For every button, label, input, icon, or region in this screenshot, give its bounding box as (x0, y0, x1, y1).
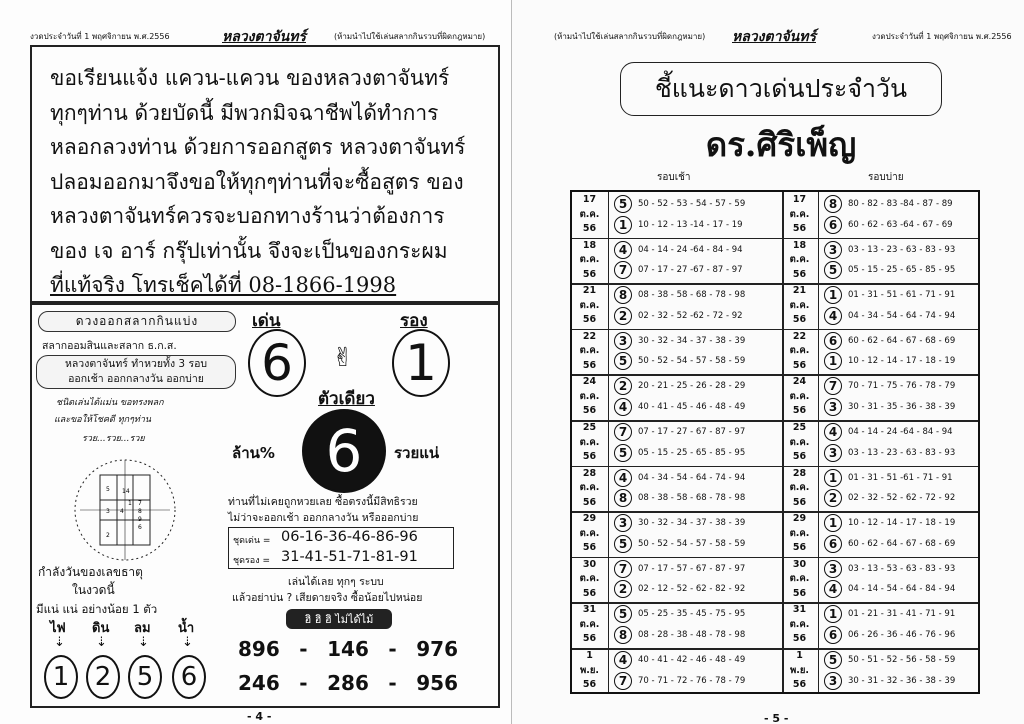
number-set: 08 - 28 - 38 - 48 - 78 - 98 (638, 629, 746, 640)
number-set: 20 - 21 - 25 - 26 - 28 - 29 (638, 381, 746, 392)
lead-digit-circle: 7 (614, 423, 632, 441)
date-year: 56 (582, 587, 597, 599)
number-set: 05 - 25 - 35 - 45 - 75 - 95 (638, 609, 746, 620)
lead-digit-circle: 5 (824, 261, 842, 279)
play-line-1: เล่นได้เลย ทุกๆ ระบบ (288, 576, 384, 588)
element-digit-circle (172, 655, 206, 699)
three-digit-row-2: 246 - 286 - 956 (238, 671, 458, 695)
info-line-1: ท่านที่ไม่เคยถูกหวยเลย ซื้อตรงนี้มีสิทธิรวย (228, 496, 418, 508)
row-divider (572, 557, 978, 559)
issue-date-header: งวดประจำวันที่ 1 พฤศจิกายน พ.ศ.2556 (872, 32, 1012, 41)
date-year: 56 (582, 451, 597, 462)
promo-rounds-pill (36, 355, 236, 389)
single-digit-label: ตัวเดียว (318, 389, 375, 409)
date-day: 24 (792, 376, 807, 388)
lead-digit-circle: 4 (614, 651, 632, 669)
second-digit: 1 (405, 334, 437, 392)
date-year: 56 (582, 223, 597, 234)
date-month: ต.ค. (579, 436, 600, 448)
date-day: 28 (582, 467, 597, 479)
notice-line: ทุกๆท่าน ด้วยบัดนี้ มีพวกมิจฉาชีพได้ทำการ (50, 100, 439, 125)
wheel-number: 3 (106, 508, 110, 515)
lead-digit-circle: 2 (824, 489, 842, 507)
date-month: ต.ค. (579, 345, 600, 357)
down-arrow-icon: ⇣ (138, 635, 149, 650)
row-divider (572, 511, 978, 513)
number-set: 03 - 13 - 23 - 63 - 83 - 93 (848, 447, 956, 458)
number-set: 30 - 32 - 34 - 37 - 38 - 39 (638, 335, 746, 346)
rounds-line-2: ออกเช้า ออกกลางวัน ออกบ่าย (68, 373, 204, 385)
element-digit: 5 (136, 662, 154, 692)
lead-digit-circle: 3 (824, 560, 842, 578)
warning-notice-box (30, 45, 500, 303)
single-digit-circle (302, 409, 386, 493)
down-arrow-icon: ⇣ (96, 635, 107, 650)
date-cell (572, 284, 607, 328)
date-day: 22 (582, 330, 597, 342)
date-year: 56 (792, 633, 807, 645)
number-set: 07 - 17 - 57 - 67 - 87 - 97 (638, 563, 746, 574)
three-digit-6: 956 (416, 671, 458, 695)
date-year: 56 (792, 223, 807, 234)
rounds-line-1: หลวงตาจันทร์ ทำหวยทั้ง 3 รอบ (64, 358, 208, 370)
date-year: 56 (792, 451, 807, 462)
date-day: 1 (586, 650, 593, 661)
main-digit: 6 (261, 334, 293, 392)
date-year: 56 (792, 405, 807, 417)
single-digit: 6 (325, 417, 363, 485)
date-year: 56 (582, 314, 597, 326)
element-note: มีแน่ แน่ อย่างน้อย 1 ตัว (36, 602, 158, 616)
row-divider (572, 283, 978, 285)
date-month: ต.ค. (789, 482, 810, 494)
date-day: 31 (792, 604, 807, 616)
wheel-number: 7 (138, 500, 142, 507)
number-set: 02 - 32 - 52 -62 - 72 - 92 (638, 310, 743, 321)
date-month: ต.ค. (789, 254, 810, 266)
script-line-2: และขอให้โชคดี ทุกๆท่าน (54, 415, 152, 425)
row-divider (572, 374, 978, 376)
date-day: 28 (792, 467, 807, 479)
date-year: 56 (582, 359, 597, 371)
number-set: 70 - 71 - 72 - 76 - 78 - 79 (638, 675, 746, 686)
date-day: 30 (582, 558, 597, 570)
number-set: 50 - 51 - 52 - 56 - 58 - 59 (848, 655, 956, 665)
lead-digit-circle: 1 (824, 286, 842, 304)
date-month: ต.ค. (789, 618, 810, 630)
date-month: พ.ย. (579, 664, 600, 676)
lead-digit-circle: 8 (614, 286, 632, 304)
number-set: 02 - 32 - 52 - 62 - 72 - 92 (848, 493, 956, 504)
script-line-1: ชนิดเล่นได้แม่น ขอทรงพลก (56, 398, 164, 408)
lead-digit-circle: 1 (824, 605, 842, 623)
wheel-number: 9 (138, 516, 142, 523)
number-set: 60 - 62 - 63 -64 - 67 - 69 (848, 219, 953, 230)
date-month: ต.ค. (789, 527, 810, 539)
date-cell (782, 375, 817, 419)
number-set: 03 - 13 - 23 - 63 - 83 - 93 (848, 244, 956, 255)
wheel-number: 14 (122, 488, 130, 495)
daily-numbers-table (570, 190, 980, 694)
lead-digit-circle: 5 (614, 605, 632, 623)
date-year: 56 (582, 542, 597, 554)
date-month: ต.ค. (789, 299, 810, 311)
lead-digit-circle: 2 (614, 307, 632, 325)
brand-logo: หลวงตาจันทร์ (732, 29, 816, 45)
date-year: 56 (582, 633, 597, 645)
lead-digit-circle: 5 (614, 444, 632, 462)
date-month: ต.ค. (789, 208, 810, 220)
date-month: ต.ค. (579, 254, 600, 266)
date-day: 24 (582, 376, 597, 388)
element-digit: 6 (180, 662, 198, 692)
laugh-banner: ฮิ ฮิ ฮิ ไม่ได้ไม้ (286, 609, 392, 629)
number-set: 04 - 14 - 54 - 64 - 84 - 94 (848, 584, 956, 595)
lead-digit-circle: 3 (614, 332, 632, 350)
date-day: 17 (792, 194, 807, 205)
number-set: 50 - 52 - 54 - 57 - 58 - 59 (638, 356, 746, 367)
date-year: 56 (582, 496, 597, 508)
date-month: ต.ค. (789, 390, 810, 402)
notice-text (50, 61, 480, 303)
number-set: 10 - 12 - 14 - 17 - 18 - 19 (848, 356, 956, 367)
date-day: 17 (582, 194, 597, 205)
wheel-number: 6 (138, 524, 142, 531)
date-day: 18 (792, 239, 807, 251)
lead-digit-circle: 4 (824, 307, 842, 325)
date-month: ต.ค. (579, 208, 600, 220)
lead-digit-circle: 7 (614, 261, 632, 279)
date-cell (782, 649, 817, 693)
date-cell (782, 193, 817, 237)
three-digit-3: 976 (416, 637, 458, 661)
date-cell (782, 284, 817, 328)
lead-digit-circle: 3 (824, 444, 842, 462)
lead-digit-circle: 4 (614, 241, 632, 259)
date-cell (782, 330, 817, 374)
date-year: 56 (582, 268, 597, 280)
number-set: 04 - 34 - 54 - 64 - 74 - 94 (848, 310, 956, 321)
play-line-2: แล้วอย่าบ่น ? เสียดายจริง ซื้อน้อยไปหน่อย (232, 592, 423, 604)
number-set: 30 - 31 - 32 - 36 - 38 - 39 (848, 675, 956, 686)
set-second-value: 31-41-51-71-81-91 (281, 549, 418, 565)
date-day: 22 (792, 330, 807, 342)
legal-warning: (ห้ามนำไปใช้เล่นสลากกินรวบที่ผิดกฎหมาย) (334, 32, 486, 41)
date-year: 56 (792, 496, 807, 508)
number-set: 08 - 38 - 58 - 68 - 78 - 98 (638, 290, 746, 301)
lead-digit-circle: 4 (824, 580, 842, 598)
lead-digit-circle: 3 (824, 398, 842, 416)
lead-digit-circle: 7 (824, 377, 842, 395)
issue-date-header: งวดประจำวันที่ 1 พฤศจิกายน พ.ศ.2556 (30, 32, 170, 41)
set-main-label: ชุดเด่น = (233, 536, 271, 546)
date-cell (572, 421, 607, 465)
lead-digit-circle: 4 (614, 398, 632, 416)
date-cell (782, 603, 817, 647)
row-divider (572, 420, 978, 422)
page-number: - 4 - (247, 710, 272, 723)
date-cell (782, 467, 817, 511)
promo-pill-title: ดวงออกสลากกินแบ่ง (38, 311, 236, 332)
lead-digit-circle: 5 (614, 535, 632, 553)
table-divider (818, 192, 819, 692)
date-year: 56 (792, 679, 807, 690)
lead-digit-circle: 1 (824, 352, 842, 370)
number-set: 03 - 13 - 53 - 63 - 83 - 93 (848, 563, 956, 574)
date-cell (572, 603, 607, 647)
element-title-1: กำลังวันของเลขธาตุ (38, 565, 143, 579)
number-set: 08 - 38 - 58 - 68 - 78 - 98 (638, 493, 746, 504)
author-name: ดร.ศิริเพ็ญ (705, 125, 857, 164)
row-divider (572, 648, 978, 650)
lead-digit-circle: 5 (614, 352, 632, 370)
column-header-morning: รอบเช้า (657, 172, 691, 183)
number-set: 01 - 31 - 51 - 61 - 71 - 91 (848, 290, 956, 301)
row-divider (572, 602, 978, 604)
date-day: 29 (792, 513, 807, 525)
number-set: 70 - 71 - 75 - 76 - 78 - 79 (848, 381, 956, 392)
date-cell (572, 512, 607, 556)
number-set: 01 - 21 - 31 - 41 - 71 - 91 (848, 609, 956, 620)
number-set: 60 - 62 - 64 - 67 - 68 - 69 (848, 335, 956, 346)
million-label: ล้าน% (232, 444, 275, 462)
brand-logo: หลวงตาจันทร์ (222, 29, 306, 45)
row-divider (572, 329, 978, 331)
row-divider (572, 238, 978, 240)
date-cell (572, 649, 607, 693)
notice-line: ขอเรียนแจ้ง แควน-แควน ของหลวงตาจันทร์ (50, 66, 450, 90)
date-cell (782, 239, 817, 283)
three-digit-4: 246 (238, 671, 280, 695)
date-month: ต.ค. (579, 573, 600, 585)
date-day: 21 (792, 285, 807, 297)
date-cell (572, 330, 607, 374)
number-set: 04 - 14 - 24 -64 - 84 - 94 (848, 427, 953, 437)
date-cell (572, 558, 607, 602)
lead-digit-circle: 7 (614, 672, 632, 690)
number-set: 60 - 62 - 64 - 67 - 68 - 69 (848, 538, 956, 549)
lead-digit-circle: 8 (614, 489, 632, 507)
date-cell (782, 512, 817, 556)
lead-digit-circle: 6 (824, 535, 842, 553)
element-digit: 1 (52, 662, 70, 692)
element-digit: 2 (94, 662, 112, 692)
lead-digit-circle: 6 (824, 626, 842, 644)
wheel-number: 5 (106, 486, 110, 493)
date-year: 56 (792, 268, 807, 280)
date-day: 25 (792, 422, 807, 433)
lead-digit-circle: 8 (824, 195, 842, 213)
lead-digit-circle: 3 (824, 241, 842, 259)
number-set: 10 - 12 - 13 -14 - 17 - 19 (638, 219, 743, 230)
wheel-number: 4 (120, 508, 124, 515)
number-wheel-diagram (70, 455, 180, 565)
date-cell (782, 421, 817, 465)
number-set: 50 - 52 - 53 - 54 - 57 - 59 (638, 199, 746, 209)
lead-digit-circle: 4 (824, 423, 842, 441)
table-divider (608, 192, 609, 692)
sure-label: รวยแน่ (394, 444, 440, 462)
element-digit-circle (86, 655, 120, 699)
date-month: ต.ค. (789, 345, 810, 357)
date-day: 18 (582, 239, 597, 251)
date-year: 56 (792, 359, 807, 371)
label-second: รอง (400, 311, 428, 331)
number-set: 06 - 26 - 36 - 46 - 76 - 96 (848, 629, 956, 640)
set-main-value: 06-16-36-46-86-96 (281, 529, 418, 545)
second-digit-circle (392, 329, 450, 397)
lead-digit-circle: 3 (614, 514, 632, 532)
number-set: 02 - 12 - 52 - 62 - 82 - 92 (638, 584, 746, 595)
date-month: ต.ค. (789, 436, 810, 448)
number-set: 50 - 52 - 54 - 57 - 58 - 59 (638, 538, 746, 549)
date-day: 31 (582, 604, 597, 616)
daily-stars-title: ชี้แนะดาวเด่นประจำวัน (620, 62, 942, 116)
notice-line: ที่แท้จริง โทรเช็คได้ที่ 08-1866-1998 (50, 273, 397, 297)
lead-digit-circle: 6 (824, 332, 842, 350)
date-month: พ.ย. (789, 664, 810, 676)
three-digit-1: 896 (238, 637, 280, 661)
lead-digit-circle: 8 (614, 626, 632, 644)
date-month: ต.ค. (579, 390, 600, 402)
info-line-2: ไม่ว่าจะออกเช้า ออกกลางวัน หรือออกบ่าย (228, 512, 419, 524)
element-label: ดิน (92, 621, 110, 636)
element-label: ลม (134, 621, 151, 636)
main-digit-circle (248, 329, 306, 397)
wheel-number: 1 (128, 500, 132, 507)
victory-hand-icon: ✌ (332, 343, 354, 373)
element-title-2: ในงวดนี้ (72, 583, 115, 597)
date-year: 56 (792, 542, 807, 554)
date-year: 56 (582, 405, 597, 417)
date-day: 21 (582, 285, 597, 297)
row-divider (572, 466, 978, 468)
date-day: 30 (792, 558, 807, 570)
number-set: 80 - 82 - 83 -84 - 87 - 89 (848, 199, 953, 209)
wheel-number: 8 (138, 508, 142, 515)
three-digit-2: 146 (327, 637, 369, 661)
date-year: 56 (792, 314, 807, 326)
down-arrow-icon: ⇣ (54, 635, 65, 650)
page-number: - 5 - (764, 712, 789, 724)
number-set: 07 - 17 - 27 - 67 - 87 - 97 (638, 427, 746, 437)
date-month: ต.ค. (579, 299, 600, 311)
date-month: ต.ค. (579, 527, 600, 539)
notice-line: ของ เจ อาร์ กรุ๊ปเท่านั้น จึงจะเป็นของกระผม (50, 238, 448, 263)
number-set: 07 - 17 - 27 -67 - 87 - 97 (638, 265, 743, 276)
number-set: 30 - 32 - 34 - 37 - 38 - 39 (638, 518, 746, 529)
date-day: 1 (796, 650, 803, 661)
date-month: ต.ค. (579, 618, 600, 630)
script-line-3: รวย...รวย...รวย (82, 434, 145, 444)
date-month: ต.ค. (579, 482, 600, 494)
lead-digit-circle: 3 (824, 672, 842, 690)
date-day: 25 (582, 422, 597, 433)
date-cell (572, 239, 607, 283)
date-cell (572, 193, 607, 237)
lead-digit-circle: 4 (614, 469, 632, 487)
element-label: น้ำ (178, 621, 195, 636)
lead-digit-circle: 1 (824, 469, 842, 487)
column-header-afternoon: รอบบ่าย (868, 172, 904, 183)
wheel-number: 2 (106, 532, 110, 539)
number-set: 01 - 31 - 51 -61 - 71 - 91 (848, 472, 953, 483)
promo-subtitle: สลากออมสินและสลาก ธ.ก.ส. (42, 340, 177, 352)
notice-line: ปลอมออกมาจึงขอให้ทุกๆท่านที่จะซื้อสูตร ของ (50, 169, 464, 194)
number-set: 05 - 15 - 25 - 65 - 85 - 95 (638, 447, 746, 458)
number-set: 04 - 14 - 24 -64 - 84 - 94 (638, 244, 743, 255)
notice-line: หลอกลวงท่าน ด้วยการออกสูตร หลวงตาจันทร์ (50, 135, 466, 159)
number-set: 04 - 34 - 54 - 64 - 74 - 94 (638, 472, 746, 483)
date-year: 56 (582, 679, 597, 690)
set-second-label: ชุดรอง = (233, 556, 270, 566)
number-set: 40 - 41 - 42 - 46 - 48 - 49 (638, 655, 746, 665)
element-digit-circle (44, 655, 78, 699)
legal-warning: (ห้ามนำไปใช้เล่นสลากกินรวบที่ผิดกฎหมาย) (554, 32, 706, 41)
element-label: ไฟ (50, 621, 66, 636)
down-arrow-icon: ⇣ (182, 635, 193, 650)
date-month: ต.ค. (789, 573, 810, 585)
three-digit-row-1: 896 - 146 - 976 (238, 637, 458, 661)
date-day: 29 (582, 513, 597, 525)
three-digit-5: 286 (327, 671, 369, 695)
number-set: 05 - 15 - 25 - 65 - 85 - 95 (848, 265, 956, 276)
lead-digit-circle: 1 (824, 514, 842, 532)
label-main: เด่น (252, 311, 281, 331)
date-cell (572, 375, 607, 419)
lead-digit-circle: 2 (614, 580, 632, 598)
number-set: 30 - 31 - 35 - 36 - 38 - 39 (848, 401, 956, 412)
date-cell (572, 467, 607, 511)
number-set: 40 - 41 - 45 - 46 - 48 - 49 (638, 401, 746, 412)
element-digit-circle (128, 655, 162, 699)
date-year: 56 (792, 587, 807, 599)
number-set: 10 - 12 - 14 - 17 - 18 - 19 (848, 518, 956, 529)
lead-digit-circle: 5 (614, 195, 632, 213)
lead-digit-circle: 5 (824, 651, 842, 669)
number-sets-box (228, 527, 454, 569)
lead-digit-circle: 6 (824, 216, 842, 234)
lead-digit-circle: 2 (614, 377, 632, 395)
lead-digit-circle: 7 (614, 560, 632, 578)
date-cell (782, 558, 817, 602)
notice-line: หลวงตาจันทร์ควรจะบอกทางร้านว่าต้องการ (50, 204, 445, 228)
lead-digit-circle: 1 (614, 216, 632, 234)
